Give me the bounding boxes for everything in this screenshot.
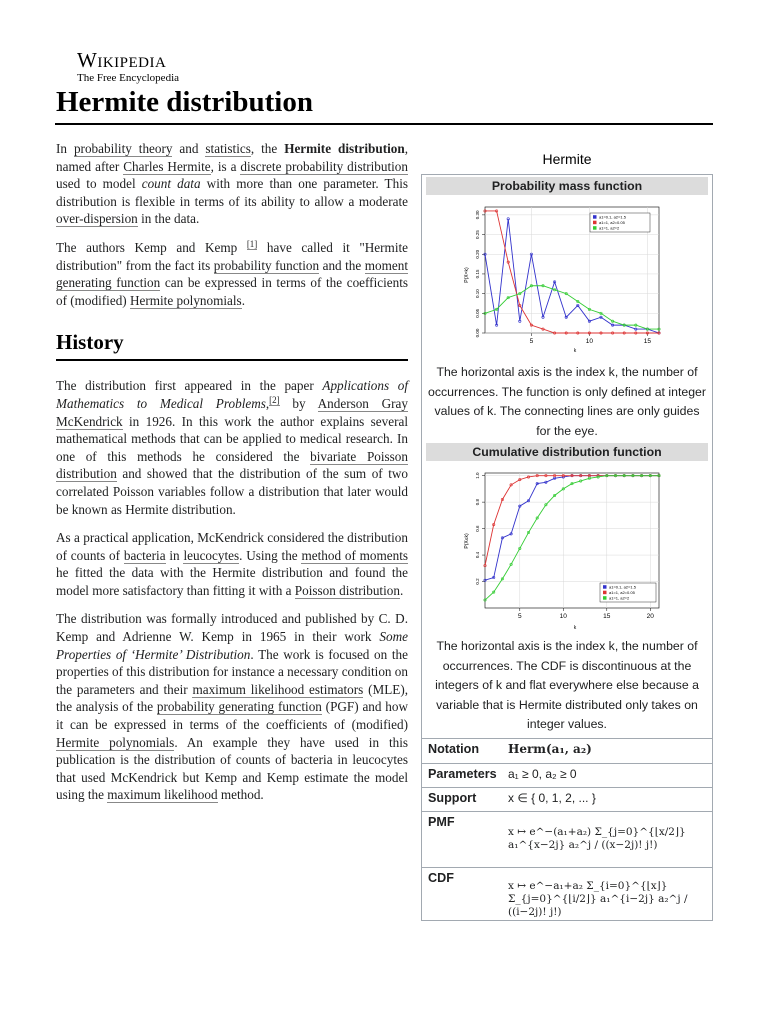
text: and showed that the distribution of the sum of two correlated Poisson variables follow a distribution that later would be known as Hermite distribution. <box>56 466 408 517</box>
intro-paragraph-2 <box>56 239 408 309</box>
row-label: Support <box>428 790 477 805</box>
cdf-xtick-label: 15 <box>603 613 611 620</box>
pmf-ytick-label: 0.00 <box>475 328 480 338</box>
link-maximum-likelihood-estimators[interactable]: maximum likelihood estimators <box>192 681 364 697</box>
text: with more than one parameter. This distribution is flexible in terms of its ability to allow a moderate <box>56 176 408 209</box>
cdf-image[interactable] <box>422 463 712 637</box>
row-label: PMF <box>428 814 455 829</box>
link-bivariate-poisson-distribution[interactable]: bivariate Poisson distribution <box>56 448 408 482</box>
row-label: Parameters <box>428 766 497 781</box>
pmf-ytick-label: 0.05 <box>475 308 480 318</box>
pmf-legend-label: a1=1, a2=2 <box>599 225 620 231</box>
link-bacteria[interactable]: bacteria <box>123 547 166 563</box>
infobox-row-cdf <box>422 867 712 920</box>
text: by <box>279 395 318 411</box>
row-value: a₁ ≥ 0, a₂ ≥ 0 <box>508 766 577 781</box>
infobox-title: Hermite <box>542 151 592 167</box>
link-hermite-polynomials[interactable]: Hermite polynomials <box>129 292 242 308</box>
pmf-legend-swatch <box>593 226 597 230</box>
pmf-ylabel: P(X=k) <box>464 267 470 283</box>
link-hermite-polynomials[interactable]: Hermite polynomials <box>56 734 175 750</box>
pmf-ytick-label: 0.15 <box>475 269 480 279</box>
pmf-header: Probability mass function <box>426 177 708 195</box>
cdf-chart <box>422 463 712 637</box>
text: The distribution was formally introduced and published by C. D. Kemp and Adrienne W. Kemp in 1965 in their work <box>56 611 408 645</box>
pmf-xtick-label: 5 <box>529 338 534 345</box>
text: . <box>241 292 245 308</box>
infobox-row-pmf <box>422 811 712 867</box>
row-value: x ↦ e^−a₁+a₂ Σ_{i=0}^{⌊x⌋} Σ_{j=0}^{⌊i/2⌋} a₁^{i−2j} a₂^j / ((i−2j)! j!) <box>508 879 688 918</box>
infobox-frame <box>421 174 713 921</box>
cdf-legend-swatch <box>603 591 607 595</box>
logo-tagline: The Free Encyclopedia <box>77 72 180 84</box>
link-method-of-moments[interactable]: method of moments <box>301 547 408 563</box>
link-discrete-probability-distribution[interactable]: discrete probability distribution <box>240 158 408 174</box>
cdf-legend-label: a1=0.1, a2=1.5 <box>609 584 636 590</box>
text: . The work is focused on the properties of this distribution for instance a necessary condition on the parameters and their <box>56 646 408 697</box>
bold-term: Hermite distribution <box>284 141 405 156</box>
reference-2[interactable]: [2] <box>269 394 280 405</box>
pmf-legend-swatch <box>593 215 597 219</box>
history-heading: History <box>56 329 408 361</box>
pmf-xtick-label: 10 <box>585 338 594 345</box>
link-probability-generating-function[interactable]: probability generating function <box>156 699 322 715</box>
pmf-xtick-label: 15 <box>643 338 652 345</box>
row-value: x ↦ e^−(a₁+a₂) Σ_{j=0}^{⌊x/2⌋} a₁^{x−2j} a₂^j / ((x−2j)! j!) <box>508 825 686 851</box>
history-paragraph-2 <box>56 529 408 599</box>
text: have called it "Hermite distribution" from the fact its <box>56 239 408 273</box>
text: , <box>265 395 270 411</box>
pmf-chart <box>422 197 712 363</box>
text: (PGF) and how it can be expressed in terms of the coefficients of (modified) <box>56 699 408 733</box>
cdf-ytick-label: 1.0 <box>475 472 480 479</box>
text: he fitted the data with the Hermite distribution and found the model more satisfactory than fitting it with a <box>56 565 408 598</box>
text: . An example they have used in this publication is the distribution of counts of bacteria in leucocytes that used McKendrick but Kemp and Kemp estimate the model using the <box>56 734 408 803</box>
pmf-xlabel: k <box>573 348 577 354</box>
cdf-ytick-label: 0.8 <box>475 498 480 506</box>
text: method. <box>217 787 264 803</box>
cdf-ylabel: P(X≤k) <box>464 533 470 549</box>
logo-wordmark: Wikipedia <box>77 48 167 72</box>
link-probability-theory[interactable]: probability theory <box>73 141 173 156</box>
link-moment-generating-function[interactable]: moment generating function <box>56 257 409 291</box>
reference-1[interactable]: [1] <box>246 238 258 249</box>
text: . Using the <box>239 547 302 563</box>
text: , the <box>250 141 285 156</box>
text: As a practical application, McKendrick considered the distribution of counts of <box>56 530 408 563</box>
link-over-dispersion[interactable]: over-dispersion <box>56 211 138 227</box>
text: The distribution first appeared in the paper <box>56 378 323 394</box>
text: . <box>399 582 404 598</box>
row-label: CDF <box>428 870 454 885</box>
row-value: Herm(a₁, a₂) <box>508 741 592 756</box>
italic-title: Applications of Mathematics to Medical Problems <box>56 378 408 411</box>
pmf-ytick-label: 0.10 <box>475 289 480 299</box>
pmf-ytick-label: 0.30 <box>475 210 480 220</box>
cdf-header: Cumulative distribution function <box>426 443 708 461</box>
link-charles-hermite[interactable]: Charles Hermite <box>123 158 211 174</box>
infobox <box>421 146 713 921</box>
link-anderson-gray-mckendrick[interactable]: Anderson Gray McKendrick <box>56 395 409 429</box>
row-value: x ∈ { 0, 1, 2, ... } <box>508 790 596 805</box>
link-statistics[interactable]: statistics <box>205 141 251 156</box>
cdf-legend-label: a1=1, a2=0.05 <box>609 590 635 595</box>
row-label: Notation <box>428 741 480 756</box>
text: can be expressed in terms of the coefficients of (modified) <box>56 275 408 308</box>
text: and the <box>319 257 365 273</box>
cdf-ytick-label: 0.4 <box>475 551 480 559</box>
infobox-row-parameters <box>422 763 712 787</box>
cdf-xtick-label: 20 <box>646 613 654 620</box>
page-title: Hermite distribution <box>56 86 313 118</box>
pmf-legend-label: a1=1, a2=0.05 <box>599 220 625 225</box>
infobox-row-support <box>422 787 712 811</box>
wikipedia-logo[interactable] <box>77 49 179 84</box>
intro-paragraph-1 <box>56 140 408 228</box>
text: used to model <box>56 176 142 192</box>
link-leucocytes[interactable]: leucocytes <box>183 547 240 563</box>
pmf-caption: The horizontal axis is the index k, the number of occurrences. The function is only defined at integer values of k. The connecting lines are only guides for the eye. <box>428 365 706 438</box>
text: in 1926. In this work the author explains several mathematical methods that can be applied to medical research. In one of this methods he considered the <box>56 413 408 464</box>
article-body <box>56 140 408 815</box>
cdf-xlabel: k <box>573 625 577 631</box>
history-paragraph-3 <box>56 610 408 804</box>
pmf-image[interactable] <box>422 197 712 363</box>
text: , named after <box>56 141 408 174</box>
infobox-row-notation <box>422 738 712 763</box>
cdf-ytick-label: 0.6 <box>475 525 480 532</box>
italic-term: count data <box>141 176 201 192</box>
title-divider <box>55 123 713 125</box>
link-poisson-distribution[interactable]: Poisson distribution <box>294 582 400 598</box>
italic-title: Some Properties of ‘Hermite’ Distribution <box>56 629 408 662</box>
cdf-ytick-label: 0.2 <box>475 578 480 585</box>
cdf-xtick-label: 10 <box>559 613 567 620</box>
link-maximum-likelihood[interactable]: maximum likelihood <box>107 787 218 803</box>
cdf-legend-swatch <box>603 596 607 600</box>
text: and <box>172 141 206 156</box>
text: In <box>56 141 74 156</box>
pmf-ytick-label: 0.25 <box>475 230 480 239</box>
history-paragraph-1 <box>56 377 408 518</box>
pmf-legend-swatch <box>593 221 597 225</box>
pmf-legend-label: a1=0.1, a2=1.5 <box>599 214 626 220</box>
pmf-ytick-label: 0.20 <box>475 249 480 259</box>
cdf-caption: The horizontal axis is the index k, the number of occurrences. The CDF is discontinuous at the integers of k and flat everywhere else because a variable that is Hermite distributed only takes on integer values. <box>435 639 699 731</box>
link-probability-function[interactable]: probability function <box>213 257 320 273</box>
cdf-xtick-label: 5 <box>517 613 522 620</box>
text: in the data. <box>137 211 200 227</box>
text: in <box>165 547 184 563</box>
text: (MLE), the analysis of the <box>56 681 409 715</box>
text: , is a <box>210 158 241 174</box>
text: The authors Kemp and Kemp <box>56 239 247 255</box>
cdf-legend-label: a1=1, a2=2 <box>609 595 630 601</box>
cdf-legend-swatch <box>603 585 607 589</box>
